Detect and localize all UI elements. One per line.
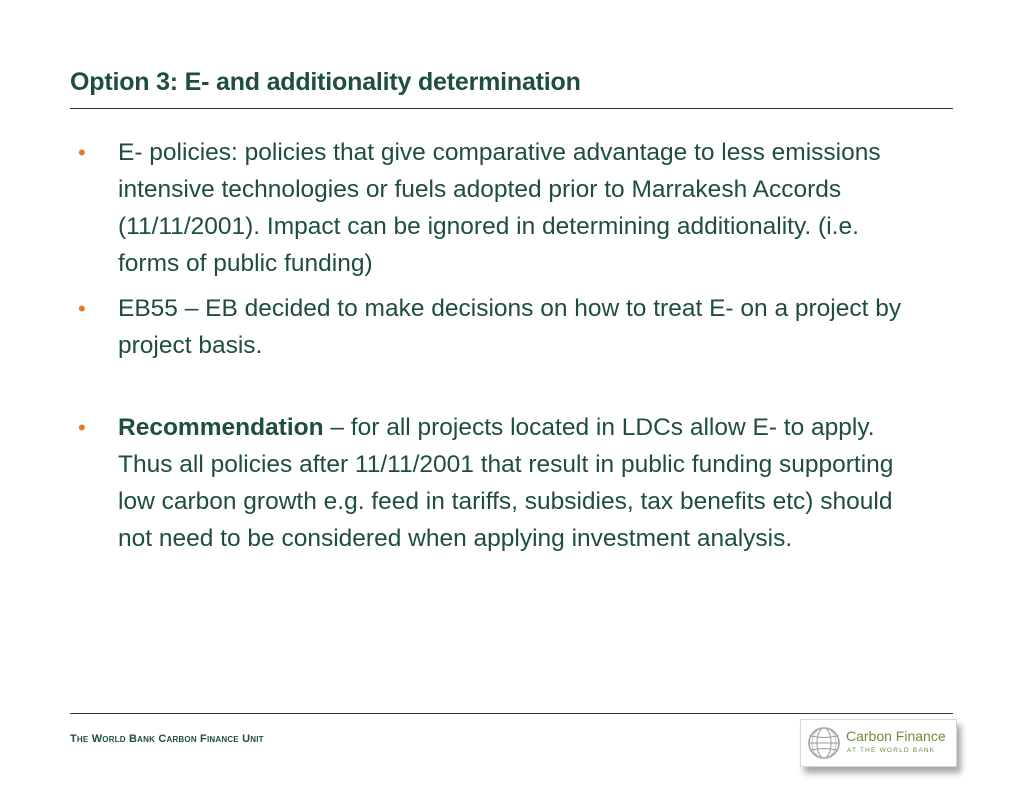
bullet-item bbox=[78, 134, 908, 282]
title-divider bbox=[70, 108, 953, 109]
bullet-icon: • bbox=[78, 415, 86, 440]
carbon-finance-logo bbox=[800, 719, 957, 767]
bullet-text: E- policies: policies that give comparative advantage to less emissions intensive technologies or fuels adopted prior to Marrakesh Accords (11/11/2001). Impact can be ignored in determining additionality. (i.e. forms of public funding) bbox=[118, 139, 881, 277]
bullet-text: – for all projects located in LDCs allow E- to apply. Thus all policies after 11/11/2001 that result in public funding supporting low carbon growth e.g. feed in tariffs, subsidies, tax benefits etc) should not need to be considered when applying investment analysis. bbox=[118, 414, 894, 552]
bullet-emphasis: Recommendation bbox=[118, 414, 324, 441]
bullet-list bbox=[78, 134, 908, 557]
bullet-text: EB55 – EB decided to make decisions on how to treat E- on a project by project basis. bbox=[118, 295, 902, 359]
bullet-icon: • bbox=[78, 296, 86, 321]
bullet-item bbox=[78, 290, 908, 364]
footer-divider bbox=[70, 713, 953, 714]
bullet-item-recommendation bbox=[78, 409, 908, 557]
footer-org: The World Bank Carbon Finance Unit bbox=[70, 733, 264, 745]
globe-icon bbox=[807, 726, 841, 760]
logo-name: Carbon Finance bbox=[846, 728, 946, 744]
bullet-icon: • bbox=[78, 140, 86, 165]
slide-title: Option 3: E- and additionality determination bbox=[70, 68, 581, 96]
logo-tagline: AT THE WORLD BANK bbox=[847, 747, 936, 754]
